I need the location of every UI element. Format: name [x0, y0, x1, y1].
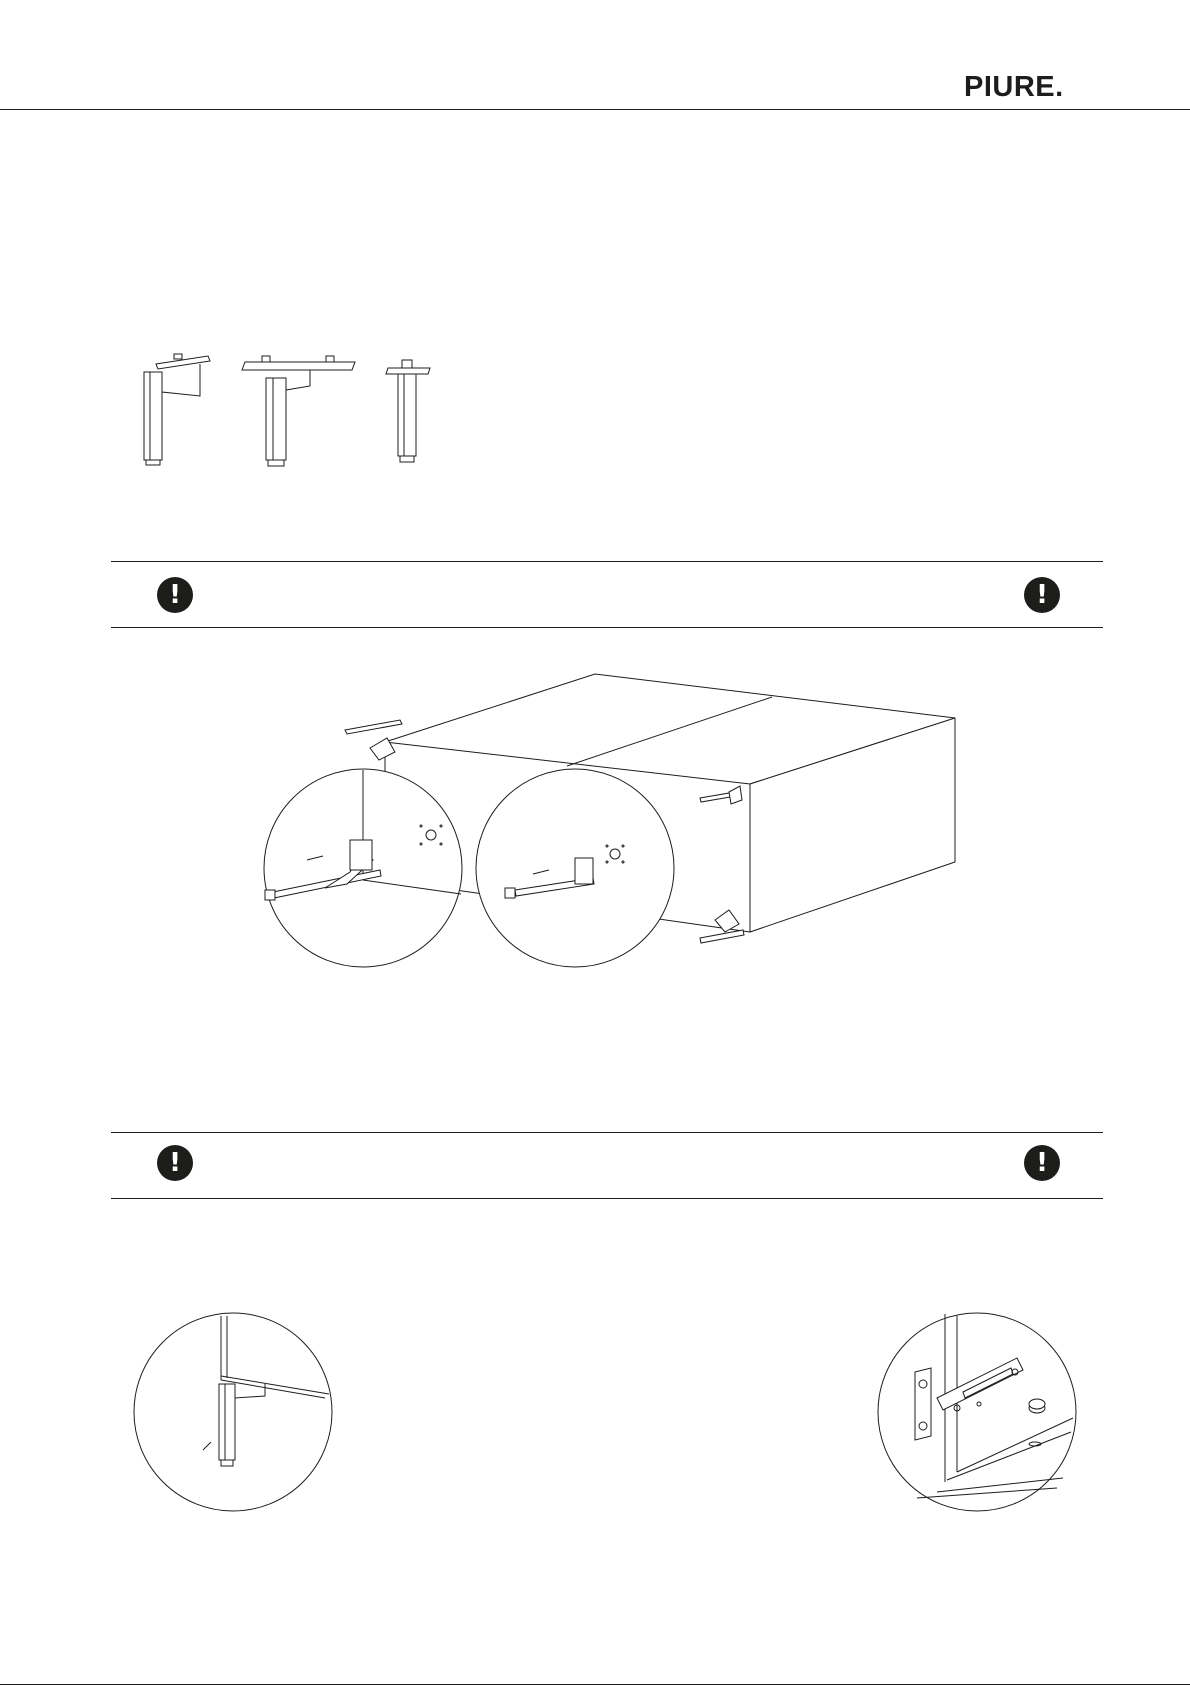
- warning-bar-top-rule: [111, 561, 1103, 562]
- detail-circle-leg-under-cabinet: [133, 1312, 333, 1512]
- leg-long-plate: [242, 356, 355, 466]
- leg-offset-bracket: [144, 354, 210, 465]
- warning-bar-bottom-rule: [111, 627, 1103, 628]
- detail-circle-straight-leg: [476, 769, 674, 967]
- exclamation-icon: !: [1024, 1145, 1060, 1181]
- warning-bar-bottom-rule: [111, 1198, 1103, 1199]
- exclamation-icon: !: [157, 1145, 193, 1181]
- detail-circle-bracket-leg: [264, 769, 462, 967]
- leg-front-bottom: [700, 910, 744, 943]
- legs-parts-illustration: [130, 350, 450, 470]
- leg-straight: [386, 360, 430, 462]
- brand-logo: PIURE.: [964, 71, 1064, 103]
- leg-front-top: [700, 786, 742, 804]
- warning-bar-top-rule: [111, 1132, 1103, 1133]
- detail-circle-hinge: [877, 1312, 1077, 1512]
- header-divider: [0, 109, 1190, 110]
- cabinet-assembly-illustration: [255, 670, 975, 970]
- exclamation-icon: !: [1024, 577, 1060, 613]
- exclamation-icon: !: [157, 577, 193, 613]
